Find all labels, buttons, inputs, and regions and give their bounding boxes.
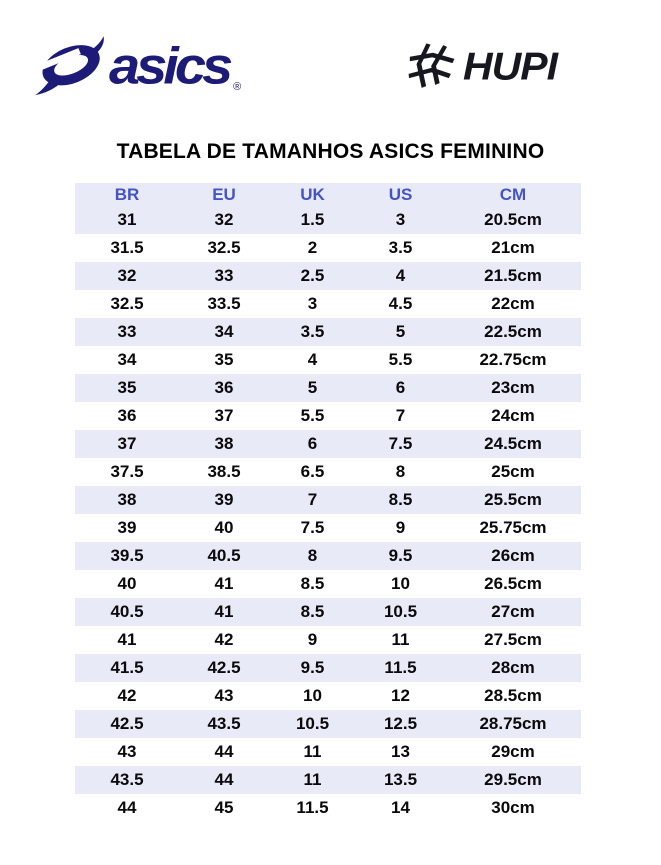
size-table (75, 183, 581, 822)
table-row (75, 570, 581, 598)
table-cell: 45 (214, 798, 234, 817)
table-cell: 10 (391, 574, 410, 593)
table-cell: 42 (117, 686, 137, 705)
table-cell: 37 (214, 406, 234, 425)
table-cell: 30cm (491, 798, 535, 817)
column-header-eu: EU (179, 183, 269, 206)
table-cell: 40.5 (75, 598, 179, 626)
table-cell: 26.5cm (484, 574, 542, 593)
table-row (75, 430, 581, 458)
table-cell: 35 (75, 374, 179, 402)
table-cell: 23cm (445, 374, 581, 402)
table-cell: 11.5 (356, 654, 445, 682)
table-cell: 5.5 (388, 350, 413, 369)
table-cell: 28.75cm (445, 710, 581, 738)
table-cell: 38 (179, 430, 269, 458)
table-cell: 8.5 (300, 574, 325, 593)
table-cell: 11 (391, 630, 410, 649)
table-cell: 36 (179, 374, 269, 402)
table-cell: 8 (395, 462, 406, 481)
hupi-wordmark: HUPI (463, 43, 557, 88)
table-header-row (75, 183, 581, 206)
table-cell: 20.5cm (445, 206, 581, 234)
table-cell: 11 (269, 766, 356, 794)
table-cell: 8 (269, 542, 356, 570)
table-cell: 34 (179, 318, 269, 346)
table-cell: 31.5 (110, 238, 144, 257)
table-row (75, 458, 581, 486)
table-cell: 13 (391, 742, 410, 761)
table-cell: 27cm (445, 598, 581, 626)
table-row (75, 514, 581, 542)
table-row (75, 402, 581, 430)
table-cell: 5 (269, 374, 356, 402)
table-cell: 41 (117, 630, 137, 649)
table-cell: 6 (356, 374, 445, 402)
table-cell: 39 (179, 486, 269, 514)
table-cell: 27.5cm (484, 630, 542, 649)
table-cell: 41 (214, 574, 234, 593)
table-cell: 29.5cm (445, 766, 581, 794)
table-cell: 39 (117, 518, 137, 537)
table-cell: 42 (214, 630, 234, 649)
table-cell: 9 (395, 518, 406, 537)
table-cell: 44 (214, 742, 234, 761)
table-cell: 10.5 (269, 710, 356, 738)
table-cell: 6 (269, 430, 356, 458)
table-cell: 43 (214, 686, 234, 705)
table-cell: 24cm (491, 406, 535, 425)
table-row (75, 766, 581, 794)
table-cell: 3 (356, 206, 445, 234)
table-cell: 22.75cm (479, 350, 547, 369)
table-cell: 32.5 (207, 238, 241, 257)
table-cell: 4 (307, 350, 318, 369)
table-cell: 44 (179, 766, 269, 794)
table-cell: 44 (117, 798, 137, 817)
table-cell: 33.5 (207, 294, 241, 313)
table-cell: 34 (117, 350, 137, 369)
table-cell: 21.5cm (445, 262, 581, 290)
table-row (75, 206, 581, 234)
table-cell: 9 (307, 630, 318, 649)
table-cell: 37.5 (110, 462, 144, 481)
table-cell: 26cm (445, 542, 581, 570)
table-row (75, 486, 581, 514)
column-header-cm: CM (445, 183, 581, 206)
size-table-head (75, 183, 581, 206)
table-row (75, 542, 581, 570)
table-cell: 40.5 (179, 542, 269, 570)
table-cell: 42.5 (75, 710, 179, 738)
table-cell: 25.75cm (479, 518, 547, 537)
table-row (75, 262, 581, 290)
logo-row (0, 0, 661, 108)
table-cell: 2.5 (269, 262, 356, 290)
table-cell: 40 (214, 518, 234, 537)
hupi-knot-icon (406, 38, 456, 94)
column-header-br: BR (75, 183, 179, 206)
table-cell: 33 (179, 262, 269, 290)
table-cell: 29cm (491, 742, 535, 761)
table-cell: 8.5 (269, 598, 356, 626)
table-row (75, 654, 581, 682)
table-cell: 11.5 (296, 798, 329, 817)
table-cell: 31 (75, 206, 179, 234)
table-cell: 21cm (491, 238, 535, 257)
asics-spiral-icon (34, 33, 106, 99)
table-cell: 43.5 (75, 766, 179, 794)
table-cell: 11 (303, 742, 322, 761)
asics-wordmark: asics (109, 36, 230, 95)
table-cell: 37 (75, 430, 179, 458)
table-row (75, 290, 581, 318)
registered-trademark-icon: ® (233, 81, 242, 93)
table-cell: 7.5 (300, 518, 325, 537)
table-cell: 24.5cm (445, 430, 581, 458)
table-row (75, 738, 581, 766)
table-cell: 35 (214, 350, 234, 369)
table-cell: 3.5 (269, 318, 356, 346)
hupi-logo (406, 38, 557, 94)
page-title: TABELA DE TAMANHOS ASICS FEMININO (116, 140, 545, 163)
table-cell: 42.5 (179, 654, 269, 682)
table-row (75, 234, 581, 262)
table-cell: 14 (391, 798, 410, 817)
table-cell: 2 (307, 238, 318, 257)
table-cell: 4.5 (388, 294, 413, 313)
table-row (75, 598, 581, 626)
column-header-uk: UK (269, 183, 356, 206)
table-cell: 28cm (445, 654, 581, 682)
table-cell: 4 (356, 262, 445, 290)
table-cell: 39.5 (75, 542, 179, 570)
table-row (75, 346, 581, 374)
column-header-us: US (356, 183, 445, 206)
table-cell: 12 (391, 686, 410, 705)
table-cell: 3 (307, 294, 318, 313)
table-cell: 25cm (491, 462, 535, 481)
table-cell: 32 (179, 206, 269, 234)
table-cell: 10.5 (356, 598, 445, 626)
table-cell: 12.5 (356, 710, 445, 738)
size-table-body (75, 206, 581, 822)
table-row (75, 682, 581, 710)
table-cell: 7 (269, 486, 356, 514)
table-cell: 13.5 (356, 766, 445, 794)
table-cell: 22cm (491, 294, 535, 313)
table-cell: 3.5 (388, 238, 413, 257)
table-cell: 28.5cm (484, 686, 542, 705)
table-row (75, 318, 581, 346)
table-cell: 9.5 (356, 542, 445, 570)
table-cell: 38.5 (207, 462, 241, 481)
table-row (75, 626, 581, 654)
table-cell: 6.5 (300, 462, 325, 481)
table-cell: 41.5 (75, 654, 179, 682)
table-row (75, 374, 581, 402)
table-cell: 33 (75, 318, 179, 346)
asics-logo (34, 33, 241, 99)
table-cell: 38 (75, 486, 179, 514)
table-cell: 5.5 (300, 406, 325, 425)
table-cell: 5 (356, 318, 445, 346)
table-cell: 36 (117, 406, 137, 425)
table-row (75, 794, 581, 822)
table-cell: 41 (179, 598, 269, 626)
table-cell: 22.5cm (445, 318, 581, 346)
table-cell: 32.5 (110, 294, 144, 313)
table-cell: 7.5 (356, 430, 445, 458)
table-cell: 10 (303, 686, 322, 705)
table-cell: 25.5cm (445, 486, 581, 514)
table-cell: 8.5 (356, 486, 445, 514)
table-cell: 32 (75, 262, 179, 290)
table-cell: 40 (117, 574, 137, 593)
table-cell: 43.5 (179, 710, 269, 738)
table-cell: 1.5 (269, 206, 356, 234)
table-cell: 43 (117, 742, 137, 761)
table-cell: 9.5 (269, 654, 356, 682)
table-row (75, 710, 581, 738)
table-cell: 7 (395, 406, 406, 425)
